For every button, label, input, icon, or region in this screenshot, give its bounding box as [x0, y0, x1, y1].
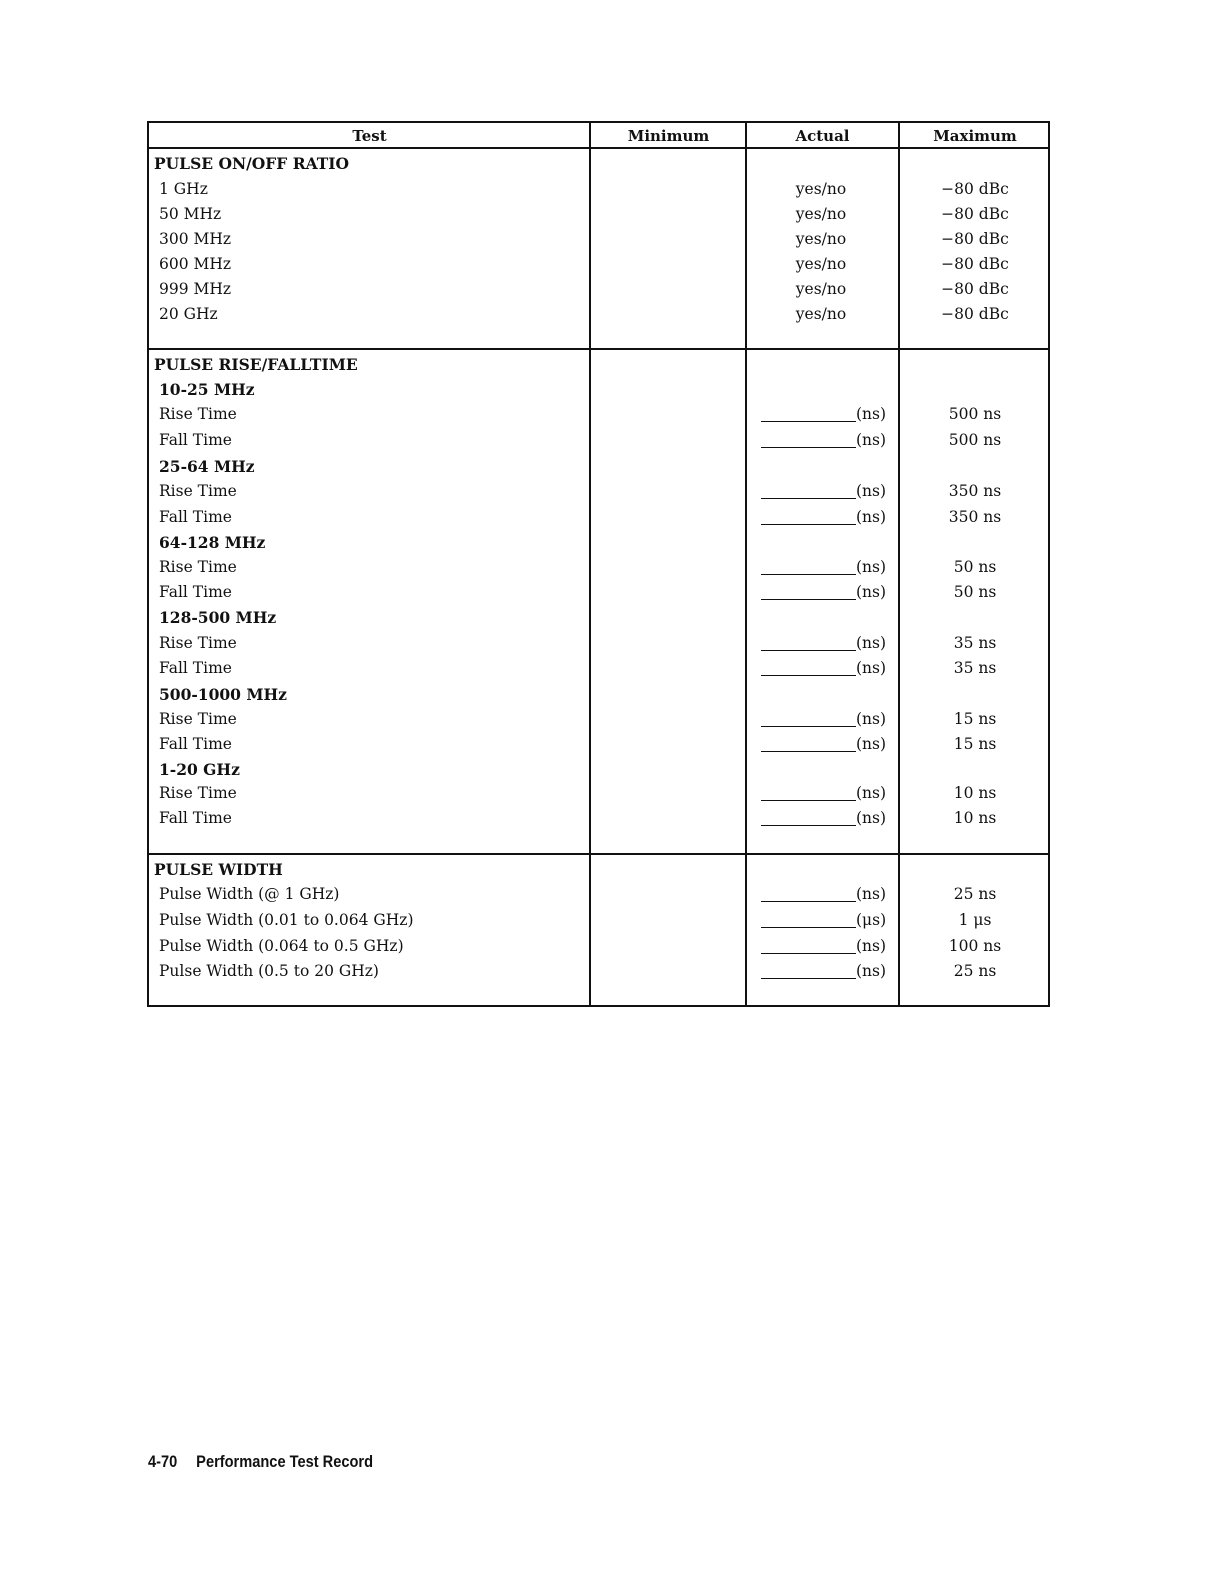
actual-value: yes/no — [795, 255, 847, 273]
table-row — [149, 479, 1048, 504]
actual-entry-blank[interactable] — [761, 978, 856, 979]
frequency-group-label: 1-20 GHz — [159, 760, 240, 779]
table-row — [149, 908, 1048, 933]
group-label-row — [149, 682, 1048, 707]
actual-unit: (ns) — [856, 508, 887, 526]
actual-entry-blank[interactable] — [761, 650, 856, 651]
actual-value: yes/no — [795, 205, 847, 223]
actual-value: yes/no — [795, 280, 847, 298]
test-label: 600 MHz — [159, 255, 232, 273]
actual-unit: (ns) — [856, 659, 887, 677]
actual-unit: (ns) — [856, 809, 887, 827]
maximum-value: 25 ns — [953, 962, 997, 980]
section-title: PULSE WIDTH — [154, 860, 283, 879]
test-label: Fall Time — [159, 809, 232, 827]
table-row — [149, 505, 1048, 530]
table-row — [149, 631, 1048, 656]
actual-entry-blank[interactable] — [761, 953, 856, 954]
test-label: Rise Time — [159, 784, 237, 802]
section-title: PULSE ON/OFF RATIO — [154, 154, 350, 173]
maximum-value: 500 ns — [948, 431, 1002, 449]
table-row — [149, 806, 1048, 831]
actual-unit: (ns) — [856, 482, 887, 500]
actual-unit: (ns) — [856, 405, 887, 423]
test-label: 1 GHz — [159, 180, 208, 198]
maximum-value: 500 ns — [948, 405, 1002, 423]
test-label: Pulse Width (0.064 to 0.5 GHz) — [159, 937, 404, 955]
maximum-value: −80 dBc — [941, 255, 1009, 273]
test-label: 20 GHz — [159, 305, 218, 323]
actual-entry-blank[interactable] — [761, 800, 856, 801]
test-label: Fall Time — [159, 735, 232, 753]
maximum-value: 35 ns — [953, 659, 997, 677]
test-label: Pulse Width (@ 1 GHz) — [159, 885, 340, 903]
actual-entry-blank[interactable] — [761, 524, 856, 525]
test-label: Rise Time — [159, 710, 237, 728]
footer-title: Performance Test Record — [196, 1452, 374, 1471]
section-title-row — [149, 352, 1048, 377]
group-label-row — [149, 454, 1048, 479]
test-label: Rise Time — [159, 634, 237, 652]
section-title-row — [149, 857, 1048, 882]
table-row — [149, 656, 1048, 681]
actual-entry-blank[interactable] — [761, 751, 856, 752]
frequency-group-label: 500-1000 MHz — [159, 685, 287, 704]
group-label-row — [149, 377, 1048, 402]
group-label-row — [149, 757, 1048, 782]
page-number: 4-70 — [148, 1452, 178, 1471]
actual-unit: (ns) — [856, 634, 887, 652]
actual-entry-blank[interactable] — [761, 421, 856, 422]
table-row — [149, 177, 1048, 202]
maximum-value: −80 dBc — [941, 305, 1009, 323]
section-title-row — [149, 151, 1048, 176]
maximum-value: 50 ns — [953, 558, 997, 576]
maximum-value: 350 ns — [948, 508, 1002, 526]
table-row — [149, 227, 1048, 252]
maximum-value: 10 ns — [953, 809, 997, 827]
maximum-value: 15 ns — [953, 710, 997, 728]
maximum-value: 50 ns — [953, 583, 997, 601]
frequency-group-label: 64-128 MHz — [159, 533, 266, 552]
test-label: 999 MHz — [159, 280, 232, 298]
actual-entry-blank[interactable] — [761, 447, 856, 448]
performance-test-table — [147, 121, 1050, 1007]
table-row — [149, 428, 1048, 453]
maximum-value: 35 ns — [953, 634, 997, 652]
actual-entry-blank[interactable] — [761, 825, 856, 826]
table-row — [149, 252, 1048, 277]
actual-value: yes/no — [795, 305, 847, 323]
table-row — [149, 959, 1048, 984]
frequency-group-label: 25-64 MHz — [159, 457, 255, 476]
actual-unit: (ns) — [856, 710, 887, 728]
test-label: 50 MHz — [159, 205, 222, 223]
page-footer — [148, 1452, 373, 1472]
maximum-value: 10 ns — [953, 784, 997, 802]
section-divider — [149, 348, 1048, 350]
maximum-value: −80 dBc — [941, 180, 1009, 198]
table-row — [149, 934, 1048, 959]
maximum-value: 1 μs — [958, 911, 992, 929]
frequency-group-label: 10-25 MHz — [159, 380, 255, 399]
header-test: Test — [352, 127, 387, 145]
actual-unit: (ns) — [856, 558, 887, 576]
table-row — [149, 707, 1048, 732]
maximum-value: 15 ns — [953, 735, 997, 753]
actual-unit: (ns) — [856, 431, 887, 449]
test-label: Fall Time — [159, 508, 232, 526]
table-header — [149, 123, 1048, 149]
maximum-value: 25 ns — [953, 885, 997, 903]
maximum-value: −80 dBc — [941, 205, 1009, 223]
header-maximum: Maximum — [933, 127, 1017, 145]
actual-entry-blank[interactable] — [761, 599, 856, 600]
actual-unit: (ns) — [856, 784, 887, 802]
test-label: Fall Time — [159, 583, 232, 601]
table-row — [149, 202, 1048, 227]
actual-entry-blank[interactable] — [761, 726, 856, 727]
actual-unit: (ns) — [856, 962, 887, 980]
table-row — [149, 277, 1048, 302]
test-label: Rise Time — [159, 482, 237, 500]
table-row — [149, 781, 1048, 806]
actual-unit: (ns) — [856, 735, 887, 753]
group-label-row — [149, 605, 1048, 630]
test-label: Rise Time — [159, 558, 237, 576]
group-label-row — [149, 530, 1048, 555]
actual-unit: (μs) — [856, 911, 887, 929]
maximum-value: 100 ns — [948, 937, 1002, 955]
actual-entry-blank[interactable] — [761, 498, 856, 499]
test-label: Fall Time — [159, 659, 232, 677]
actual-value: yes/no — [795, 230, 847, 248]
section-title: PULSE RISE/FALLTIME — [154, 355, 358, 374]
test-label: 300 MHz — [159, 230, 232, 248]
actual-entry-blank[interactable] — [761, 901, 856, 902]
actual-unit: (ns) — [856, 937, 887, 955]
maximum-value: 350 ns — [948, 482, 1002, 500]
test-label: Fall Time — [159, 431, 232, 449]
actual-entry-blank[interactable] — [761, 574, 856, 575]
test-label: Pulse Width (0.01 to 0.064 GHz) — [159, 911, 414, 929]
table-row — [149, 882, 1048, 907]
table-row — [149, 580, 1048, 605]
header-actual: Actual — [795, 127, 850, 145]
section-divider — [149, 853, 1048, 855]
table-row — [149, 732, 1048, 757]
test-label: Pulse Width (0.5 to 20 GHz) — [159, 962, 379, 980]
actual-value: yes/no — [795, 180, 847, 198]
table-row — [149, 402, 1048, 427]
maximum-value: −80 dBc — [941, 280, 1009, 298]
table-row — [149, 302, 1048, 327]
actual-entry-blank[interactable] — [761, 675, 856, 676]
header-minimum: Minimum — [627, 127, 710, 145]
frequency-group-label: 128-500 MHz — [159, 608, 277, 627]
test-label: Rise Time — [159, 405, 237, 423]
table-row — [149, 555, 1048, 580]
actual-unit: (ns) — [856, 885, 887, 903]
maximum-value: −80 dBc — [941, 230, 1009, 248]
actual-unit: (ns) — [856, 583, 887, 601]
actual-entry-blank[interactable] — [761, 927, 856, 928]
